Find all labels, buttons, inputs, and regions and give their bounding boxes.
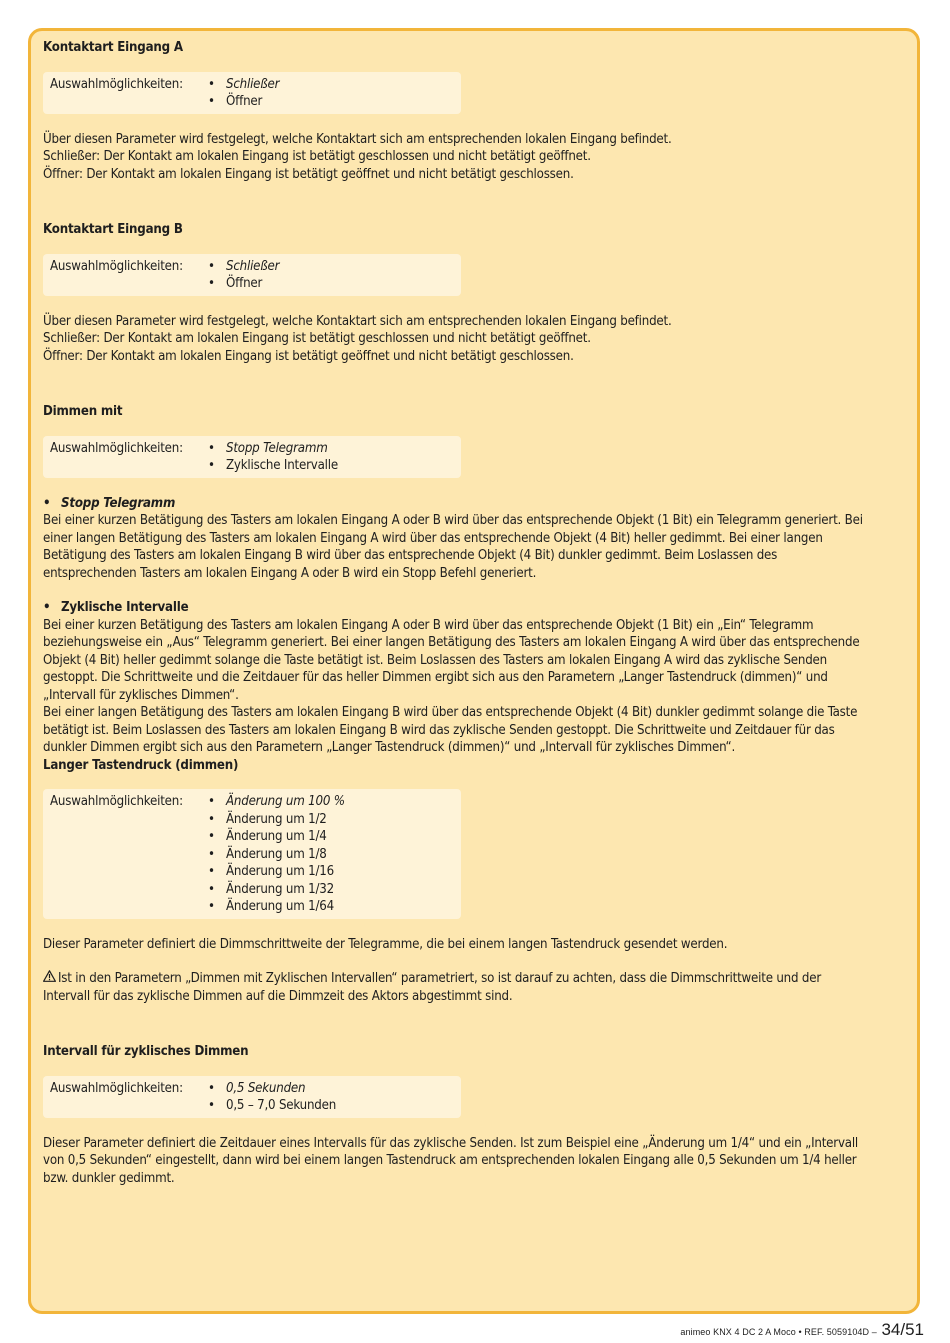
options-label: Auswahlmöglichkeiten:	[50, 794, 183, 809]
options-label: Auswahlmöglichkeiten:	[50, 1080, 183, 1096]
warning-triangle-icon	[43, 970, 58, 988]
option-item: • 0,5 Sekunden	[208, 1080, 336, 1098]
warning-text: Ist in den Parametern „Dimmen mit Zyklischen Intervallen“ parametriert, so ist darauf zu achten, dass die Dimmschrittweite und der Intervall für das zyklische Dimmen auf die Dimmzeit des Aktors abgestimmt sind.	[43, 971, 822, 1004]
option-item: • Änderung um 100 %	[208, 793, 345, 811]
options-box-langer-tastendruck	[43, 789, 461, 919]
options-label: Auswahlmöglichkeiten:	[50, 76, 183, 92]
options-label: Auswahlmöglichkeiten:	[50, 258, 183, 274]
page-content	[43, 39, 863, 1187]
option-item: • Änderung um 1/16	[208, 863, 345, 881]
options-label: Auswahlmöglichkeiten:	[50, 440, 183, 456]
option-item: • Öffner	[208, 275, 279, 293]
option-item: • Schließer	[208, 258, 279, 276]
options-list	[208, 1080, 336, 1115]
option-item: • Stopp Telegramm	[208, 440, 338, 458]
footer-doc-reference: animeo KNX 4 DC 2 A Moco • REF. 5059104D –	[680, 1327, 877, 1337]
paragraph-line: Öffner: Der Kontakt am lokalen Eingang ist betätigt geöffnet und nicht betätigt geschlossen.	[43, 166, 574, 182]
option-item: • Öffner	[208, 93, 279, 111]
section-heading-langer-tastendruck: Langer Tastendruck (dimmen)	[43, 757, 239, 773]
option-item: • 0,5 – 7,0 Sekunden	[208, 1097, 336, 1115]
option-item: • Änderung um 1/2	[208, 811, 345, 829]
paragraph-langer-tastendruck: Dieser Parameter definiert die Dimmschrittweite der Telegramme, die bei einem langen Tastendruck gesendet werden.	[43, 936, 728, 952]
option-item: • Zyklische Intervalle	[208, 457, 338, 475]
page-footer	[680, 1320, 924, 1340]
options-box-kontaktart-a	[43, 72, 461, 114]
warning-note	[43, 970, 863, 1005]
option-item: • Schließer	[208, 76, 279, 94]
bullet-heading-stopp-telegramm: • Stopp Telegramm	[43, 495, 176, 511]
paragraph-zyklische-intervalle-1: Bei einer kurzen Betätigung des Tasters am lokalen Eingang A oder B wird über das entsprechende Objekt (1 Bit) ein „Ein“ Telegramm beziehungsweise ein „Aus“ Telegramm generiert. Bei einer langen Betätigung des Tasters am lokalen Eingang A wird über das entsprechende Objekt (4 Bit) heller gedimmt solange die Taste betätigt ist. Beim Loslassen des Tasters am lokalen Eingang A wird das zyklische Senden gestoppt. Die Schrittweite und die Zeitdauer für das heller Dimmen ergibt sich aus den Parametern „Langer Tastendruck (dimmen)“ und „Intervall für zyklisches Dimmen“.	[43, 617, 860, 703]
options-list	[208, 76, 279, 111]
option-item: • Änderung um 1/4	[208, 828, 345, 846]
paragraph-stopp-telegramm: Bei einer kurzen Betätigung des Tasters am lokalen Eingang A oder B wird über das entsprechende Objekt (1 Bit) ein Telegramm generiert. Bei einer langen Betätigung des Tasters am lokalen Eingang A wird über das entsprechende Objekt (4 Bit) heller gedimmt. Bei einer langen Betätigung des Tasters am lokalen Eingang B wird über das entsprechende Objekt (4 Bit) dunkler gedimmt. Beim Loslassen des entsprechenden Tasters am lokalen Eingang A oder B wird ein Stopp Befehl generiert.	[43, 513, 863, 581]
section-heading-kontaktart-a: Kontaktart Eingang A	[43, 40, 183, 55]
paragraph-line: Über diesen Parameter wird festgelegt, welche Kontaktart sich am entsprechenden lokalen Eingang befindet.	[43, 131, 672, 147]
section-heading-kontaktart-b: Kontaktart Eingang B	[43, 222, 183, 237]
section-heading-intervall: Intervall für zyklisches Dimmen	[43, 1044, 249, 1059]
options-list	[208, 440, 338, 475]
options-box-dimmen-mit	[43, 436, 461, 478]
option-item: • Änderung um 1/32	[208, 881, 345, 899]
options-box-intervall	[43, 1076, 461, 1118]
paragraph-intervall: Dieser Parameter definiert die Zeitdauer eines Intervalls für das zyklische Senden. Ist zum Beispiel eine „Änderung um 1/4“ und ein „Intervall von 0,5 Sekunden“ eingestellt, dann wird bei einem langen Tastendruck am entsprechenden lokalen Eingang alle 0,5 Sekunden um 1/4 heller bzw. dunkler gedimmt.	[43, 1135, 859, 1186]
paragraph-line: Schließer: Der Kontakt am lokalen Eingang ist betätigt geschlossen und nicht betätigt geöffnet.	[43, 149, 591, 164]
paragraph-line: Öffner: Der Kontakt am lokalen Eingang ist betätigt geöffnet und nicht betätigt geschlossen.	[43, 348, 574, 364]
bullet-heading-zyklische-intervalle: • Zyklische Intervalle	[43, 600, 189, 615]
paragraph-zyklische-intervalle-2: Bei einer langen Betätigung des Tasters am lokalen Eingang B wird über das entsprechende Objekt (4 Bit) dunkler gedimmt solange die Taste betätigt ist. Beim Loslassen des Tasters am lokalen Eingang B wird das zyklische Senden gestoppt. Die Schrittweite und Zeitdauer für das dunkler Dimmen ergibt sich aus den Parametern „Langer Tastendruck (dimmen)“ und „Intervall für zyklisches Dimmen“.	[43, 705, 858, 755]
section-heading-dimmen-mit: Dimmen mit	[43, 404, 123, 419]
paragraph-line: Schließer: Der Kontakt am lokalen Eingang ist betätigt geschlossen und nicht betätigt geöffnet.	[43, 331, 591, 346]
option-item: • Änderung um 1/64	[208, 898, 345, 916]
paragraph-line: Über diesen Parameter wird festgelegt, welche Kontaktart sich am entsprechenden lokalen Eingang befindet.	[43, 313, 672, 329]
options-list	[208, 793, 345, 916]
option-item: • Änderung um 1/8	[208, 846, 345, 864]
options-box-kontaktart-b	[43, 254, 461, 296]
page-number: 34/51	[881, 1320, 924, 1339]
options-list	[208, 258, 279, 293]
